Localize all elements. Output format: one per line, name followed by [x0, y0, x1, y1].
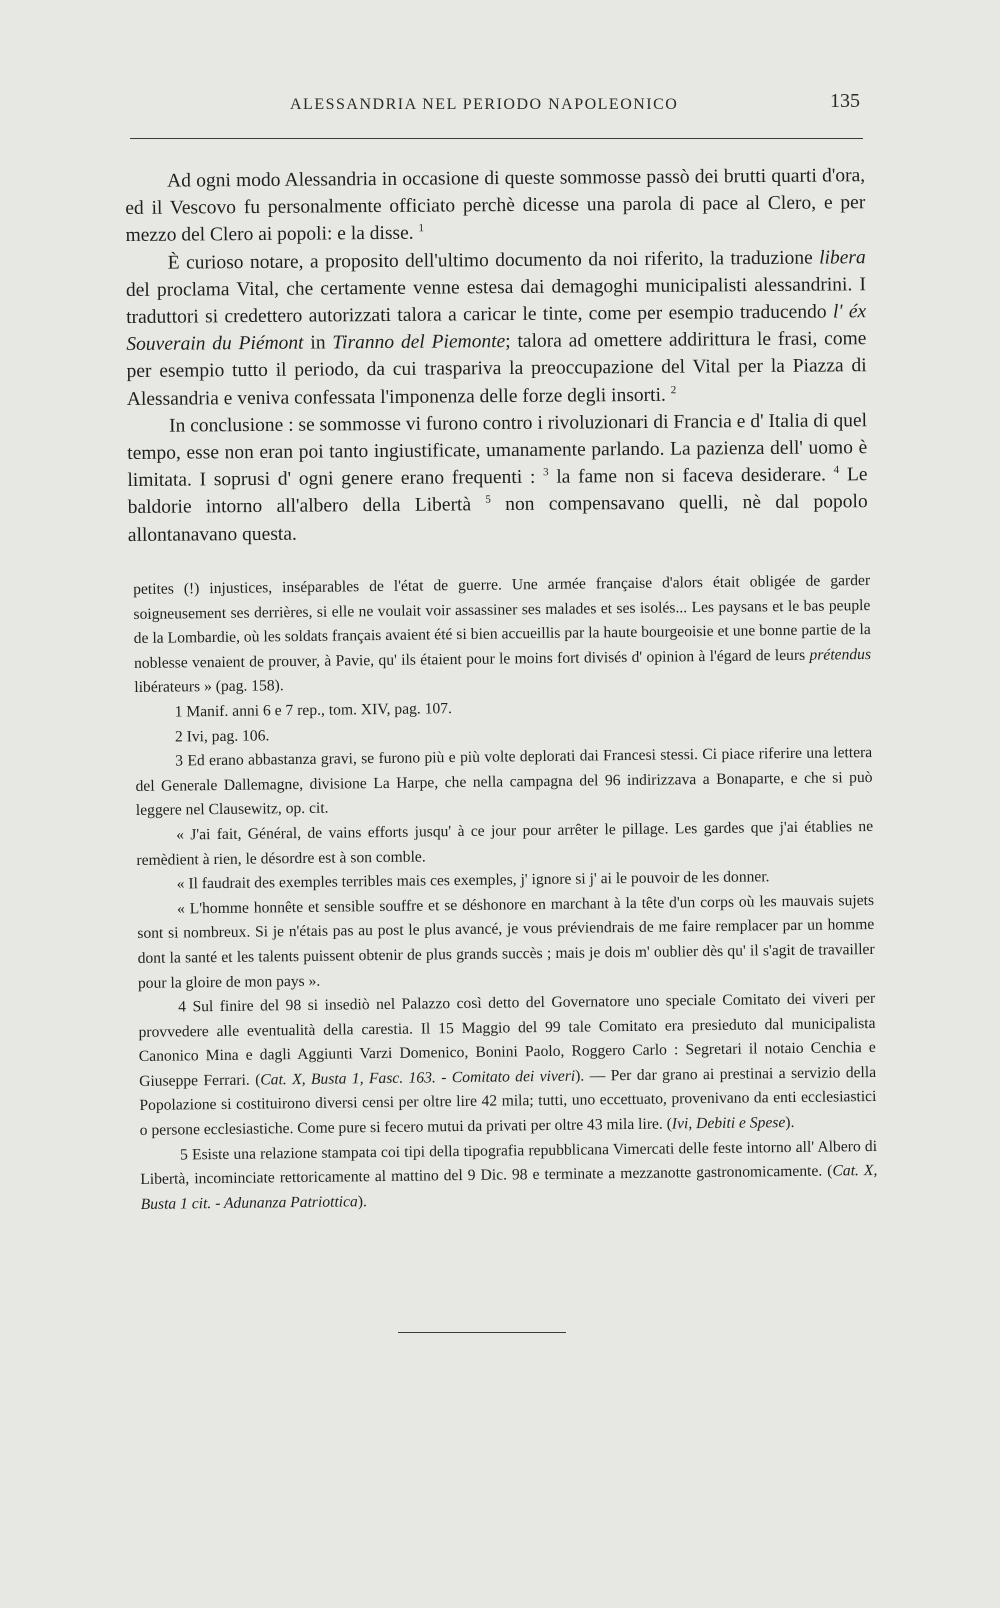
paragraph-3: In conclusione : se sommosse vi furono contro i rivoluzionari di Francia e d' Italia di quel tempo, esse non eran poi tanto ingiustificate, umanamente parlando. La pazienza dell' uomo è limitata. I soprusi d' ogni genere erano frequenti : $^3$ la fame non si faceva desiderare. $^4$ Le baldorie intorno all'albero della Libertà $^5$ non compensavano quelli, nè dal popolo allontanavano questa. — [127, 410, 868, 546]
footnotes — [133, 569, 878, 1217]
footnote-ref-3: 3 — [542, 466, 549, 479]
footnote-1: 1 Manif. anni 6 e 7 rep., tom. XIV, pag. 107. — [174, 700, 453, 721]
footnote-4: 4 Sul finire del 98 si insediò nel Palazzo così detto del Governatore uno speciale Comitato dei viveri per provvedere alle eventualità della carestia. Il 15 Maggio del 99 tale Comitato era presieduto dal municipalista Canonico Mina e dagli Aggiunti Varzi Domenico, Bonini Paolo, Roggero Carlo : Segretari il notaio Cenchia e Giuseppe Ferrari. (Cat. X, Busta 1, Fasc. 163. - Comitato dei viveri). — Per dar grano ai prestinai a servizio della Popolazione si costituirono diversi censi per oltre lire 42 mila; tutti, uno eccettuato, provenivano da enti ecclesiastici o persone ecclesiastiche. Come pure si fecero mutui da privati per oltre 43 mila lire. (Ivi, Debiti e Spese). — [138, 990, 877, 1140]
footnote-ref-2: 2 — [670, 383, 677, 396]
end-rule — [398, 1332, 566, 1333]
footnote-ref-4: 4 — [833, 464, 840, 477]
footnote-3-quote-1: « J'ai fait, Général, de vains efforts jusqu' à ce jour pour arrêter le pillage. Les gardes que j'ai établies ne remèdient à rien, le désordre est à son comble. — [136, 817, 874, 869]
header-rule — [130, 138, 863, 139]
running-title: ALESSANDRIA NEL PERIODO NAPOLEONICO — [290, 96, 679, 113]
body-text — [125, 162, 868, 549]
footnote-continuation: petites (!) injustices, inséparables de l'état de guerre. Une armée française d'alors était obligée de garder soigneusement ses derrières, si elle ne voulait voir assassiner ses malades et ses isolés... Les paysans et le bas peuple de la Lombardie, où les soldats français avaient été si bien accueillis par la haute bourgeoisie et une bonne partie de la noblesse venaient de prouver, à Pavie, qu' ils étaient pour le moins fort divisés d' opinion à l'égard de leurs prétendus libérateurs » (pag. 158). — [133, 571, 872, 697]
paragraph-2: È curioso notare, a proposito dell'ultimo documento da noi riferito, la traduzione libera del proclama Vital, che certamente venne estesa dai demagoghi municipalisti alessandrini. I traduttori si credettero autorizzati talora a caricar le tinte, come per esempio traducendo l' éx Souverain du Piémont in Tiranno del Piemonte; talora ad omettere addirittura le frasi, come per esempio tutto il periodo, da cui traspariva la preoccupazione del Vital per la Piazza di Alessandria e veniva confessata l'imponenza delle forze degli insorti. $^2$ — [125, 246, 867, 410]
page-header — [130, 90, 860, 130]
footnote-ref-1: 1 — [418, 222, 425, 235]
footnote-3-quote-2: « Il faudrait des exemples terribles mais ces exemples, j' ignore si j' ai le pouvoir de les donner. — [176, 868, 770, 893]
page-number: 135 — [830, 90, 860, 112]
paragraph-1: Ad ogni modo Alessandria in occasione di queste sommosse passò dei brutti quarti d'ora, ed il Vescovo fu personalmente officiato perchè dicesse una parola di pace al Clero, e per mezzo del Clero ai popoli: e la disse. $^1$ — [125, 165, 866, 247]
footnote-3-quote-3: « L'homme honnête et sensible souffre et se déshonore en marchant à la tête d'un corps où les mauvais sujets sont si nombreux. Si je n'étais pas au post le plus avancé, je vous préviendrais de me faire remplacer par un homme dont la santé et les talents puissent obtenir de plus grands succès ; mais je dois m' oublier dès qu' il s'agit de travailler pour la gloire de mon pays ». — [137, 891, 875, 992]
footnote-5: 5 Esiste una relazione stampata coi tipi della tipografia repubblicana Vimercati delle feste intorno all' Albero di Libertà, incominciate rettoricamente al mattino del 9 Dic. 98 e terminate a mezzanotte gastronomicamente. (Cat. X, Busta 1 cit. - Adunanza Patriottica). — [140, 1137, 878, 1213]
footnote-ref-5: 5 — [485, 494, 491, 507]
footnote-3: 3 Ed erano abbastanza gravi, se furono più e più volte deplorati dai Francesi stessi. Ci piace riferire una lettera del Generale Dallemagne, divisione La Harpe, che nella campagna del 96 indirizzava a Bonaparte, e che si può leggere nel Clausewitz, op. cit. — [135, 744, 873, 820]
footnote-2: 2 Ivi, pag. 106. — [174, 726, 270, 746]
